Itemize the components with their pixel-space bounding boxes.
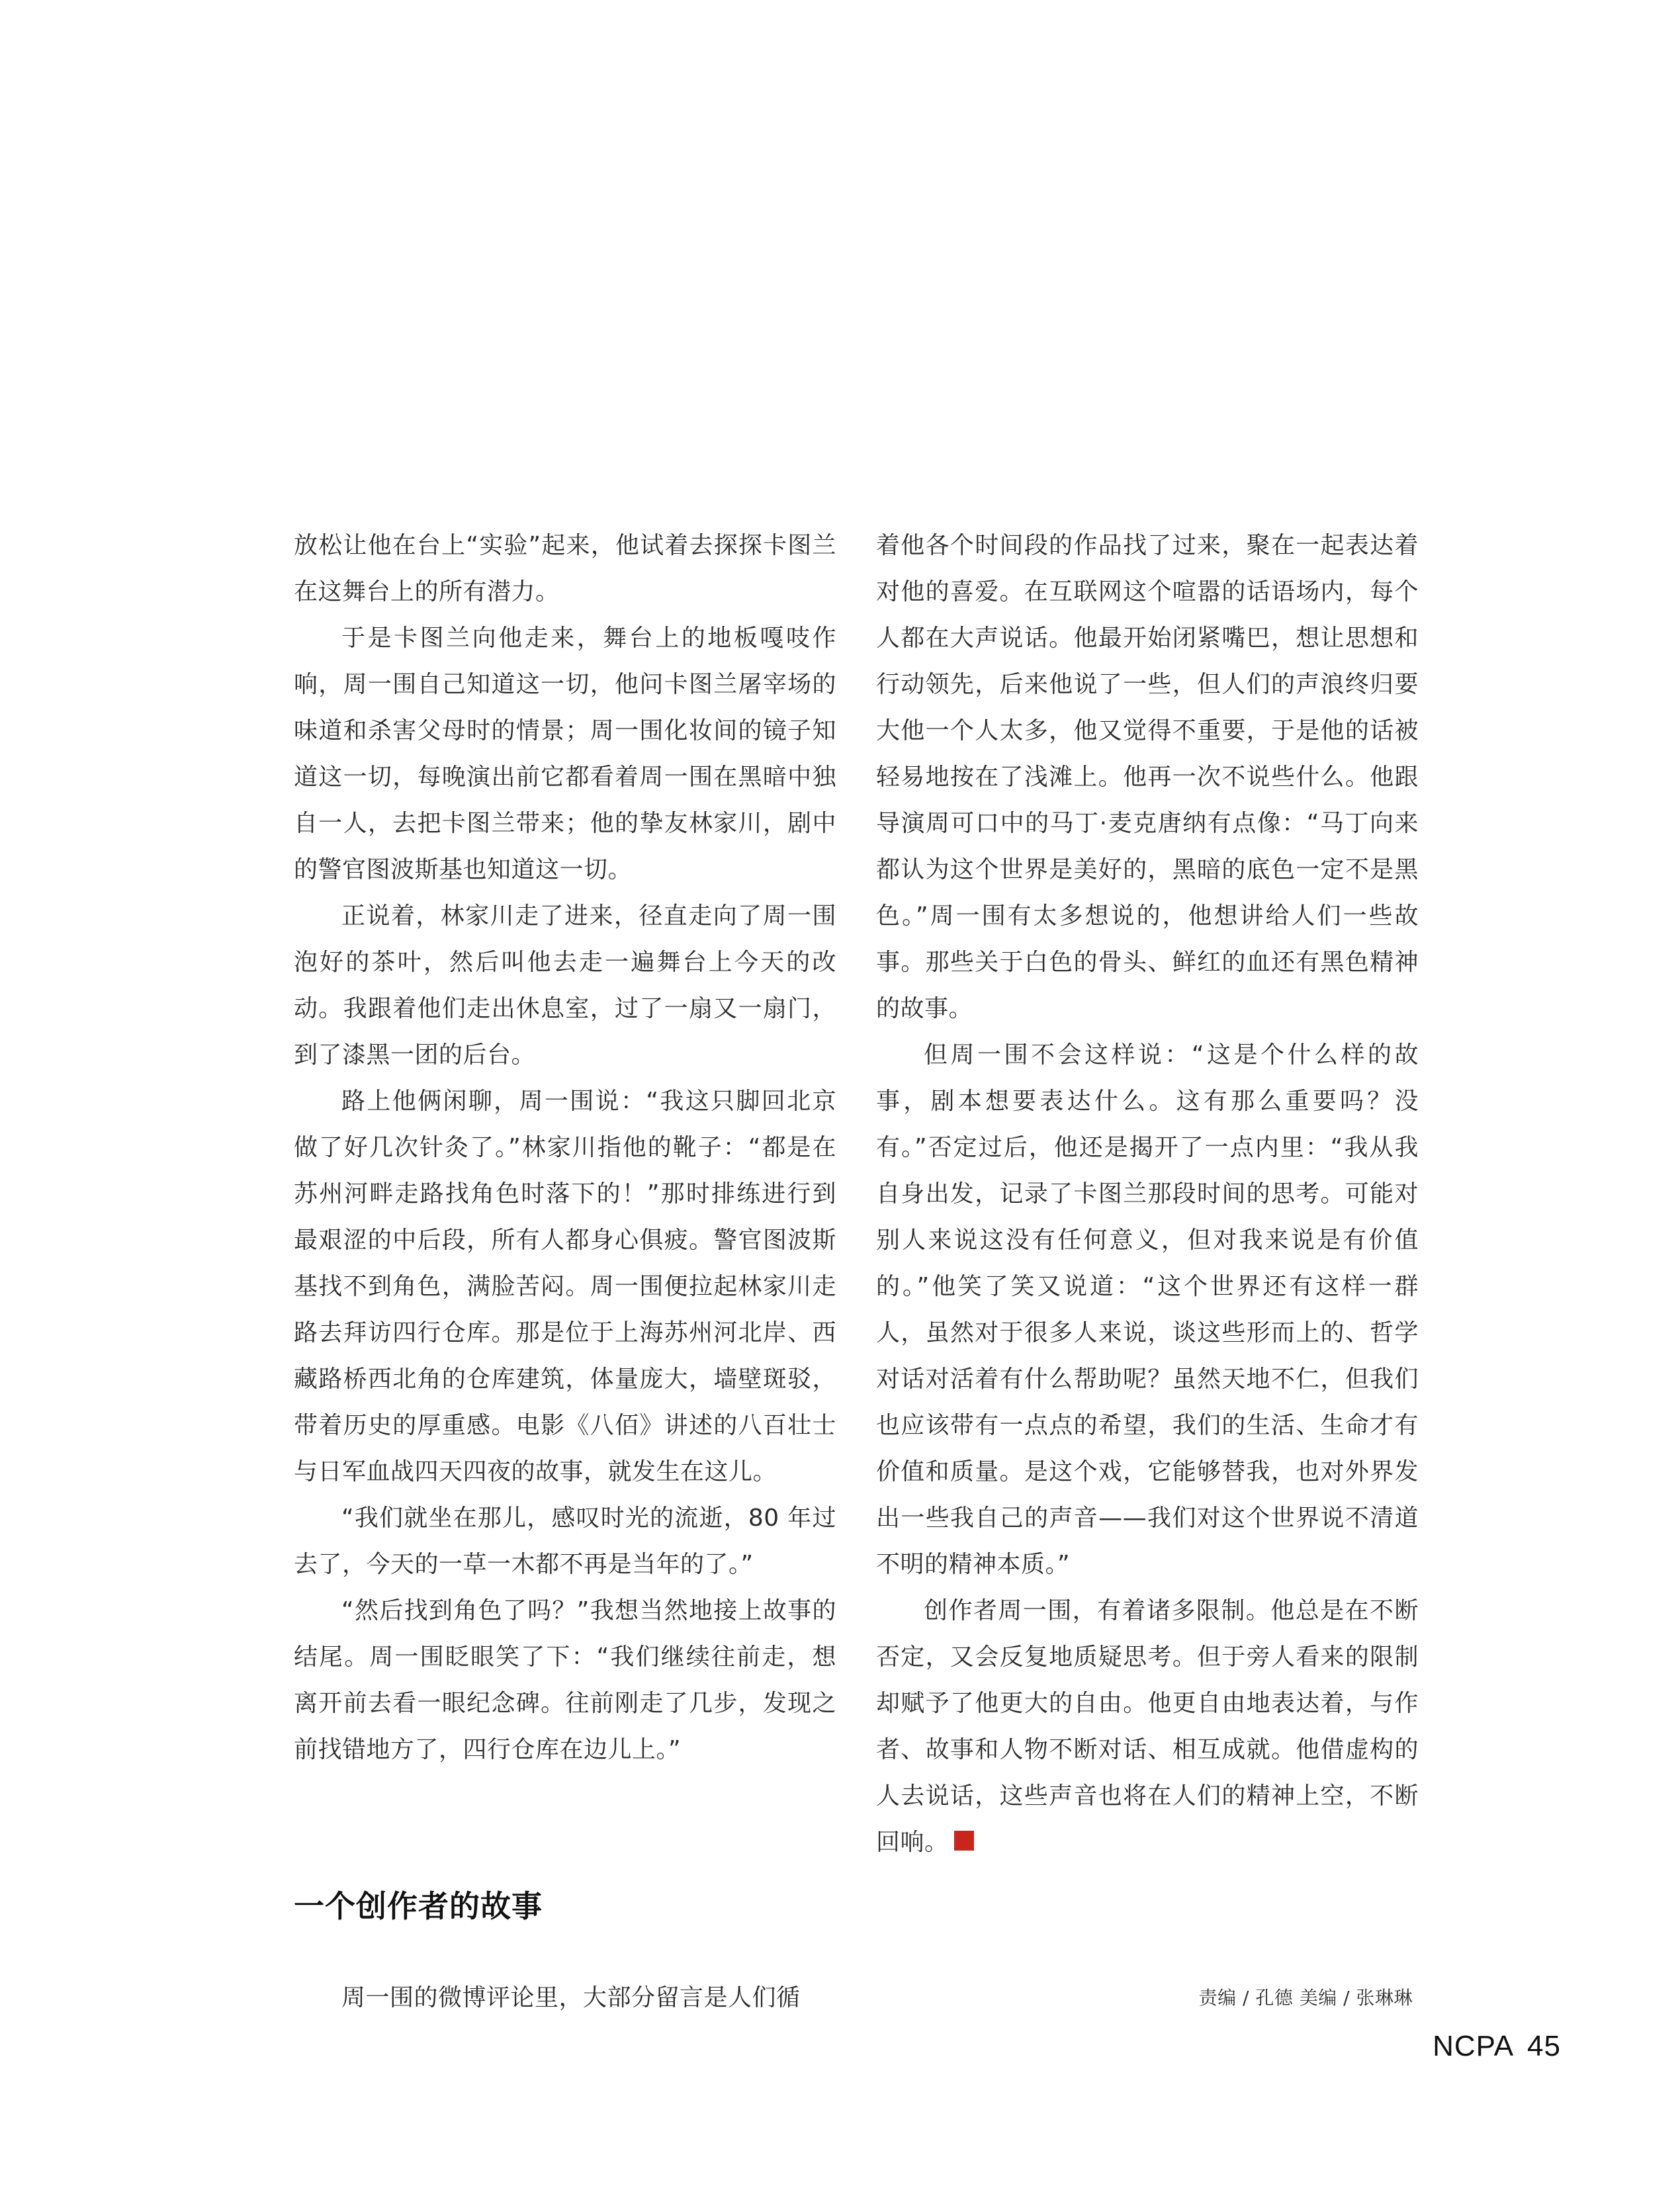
magazine-name: NCPA: [1433, 2030, 1515, 2062]
right-column: [876, 523, 1419, 1866]
closing-text: 创作者周一围，有着诸多限制。他总是在不断否定，又会反复地质疑思考。但于旁人看来的限制却赋予了他更大的自由。他更自由地表达着，与作者、故事和人物不断对话、相互成就。他借虚构的人去说话，这些声音也将在人们的精神上空，不断回响。: [876, 1597, 1419, 1856]
right-paragraph-2: 但周一围不会这样说：“这是个什么样的故事，剧本想要表达什么。这有那么重要吗？没有。”否定过后，他还是揭开了一点内里：“我从我自身出发，记录了卡图兰那段时间的思考。可能对别人来说这没有任何意义，但对我来说是有价值的。”他笑了笑又说道：“这个世界还有这样一群人，虽然对于很多人来说，谈这些形而上的、哲学对话对活着有什么帮助呢？虽然天地不仁，但我们也应该带有一点点的希望，我们的生活、生命才有价值和质量。是这个戏，它能够替我，也对外界发出一些我自己的声音——我们对这个世界说不清道不明的精神本质。”: [876, 1041, 1419, 1578]
right-paragraph-closing: [876, 1588, 1419, 1866]
left-paragraph-1: 放松让他在台上“实验”起来，他试着去探探卡图兰在这舞台上的所有潜力。: [294, 532, 836, 605]
page-number: 45: [1527, 2030, 1561, 2062]
section-heading: 一个创作者的故事: [294, 1888, 543, 1924]
left-paragraph-5: “我们就坐在那儿，感叹时光的流逝，80 年过去了，今天的一草一木都不再是当年的了。”: [294, 1505, 836, 1578]
ncpa-end-mark-icon: [954, 1831, 974, 1851]
left-paragraph-7: 周一围的微博评论里，大部分留言是人们循: [341, 1984, 801, 2011]
left-column: [294, 523, 836, 1773]
left-paragraph-3: 正说着，林家川走了进来，径直走向了周一围泡好的茶叶，然后叫他去走一遍舞台上今天的改动。我跟着他们走出休息室，过了一扇又一扇门，到了漆黑一团的后台。: [294, 902, 836, 1069]
left-paragraph-4: 路上他俩闲聊，周一围说：“我这只脚回北京做了好几次针灸了。”林家川指他的靴子：“都是在苏州河畔走路找角色时落下的！”那时排练进行到最艰涩的中后段，所有人都身心俱疲。警官图波斯基找不到角色，满脸苦闷。周一围便拉起林家川走路去拜访四行仓库。那是位于上海苏州河北岸、西藏路桥西北角的仓库建筑，体量庞大，墙壁斑驳，带着历史的厚重感。电影《八佰》讲述的八百壮士与日军血战四天四夜的故事，就发生在这儿。: [294, 1088, 836, 1485]
left-column-continuation: [294, 1975, 836, 2021]
right-paragraph-1: 着他各个时间段的作品找了过来，聚在一起表达着对他的喜爱。在互联网这个喧嚣的话语场内，每个人都在大声说话。他最开始闭紧嘴巴，想让思想和行动领先，后来他说了一些，但人们的声浪终归要大他一个人太多，他又觉得不重要，于是他的话被轻易地按在了浅滩上。他再一次不说些什么。他跟导演周可口中的马丁·麦克唐纳有点像：“马丁向来都认为这个世界是美好的，黑暗的底色一定不是黑色。”周一围有太多想说的，他想讲给人们一些故事。那些关于白色的骨头、鲜红的血还有黑色精神的故事。: [876, 532, 1419, 1022]
left-paragraph-2: 于是卡图兰向他走来，舞台上的地板嘎吱作响，周一围自己知道这一切，他问卡图兰屠宰场的味道和杀害父母时的情景；周一围化妆间的镜子知道这一切，每晚演出前它都看着周一围在黑暗中独自一人，去把卡图兰带来；他的挚友林家川，剧中的警官图波斯基也知道这一切。: [294, 625, 836, 883]
page-folio: [1433, 2030, 1561, 2063]
editor-credits: 责编 / 孔德 美编 / 张琳琳: [1198, 1987, 1413, 2009]
left-paragraph-6: “然后找到角色了吗？”我想当然地接上故事的结尾。周一围眨眼笑了下：“我们继续往前走，想离开前去看一眼纪念碑。往前刚走了几步，发现之前找错地方了，四行仓库在边儿上。”: [294, 1597, 836, 1763]
